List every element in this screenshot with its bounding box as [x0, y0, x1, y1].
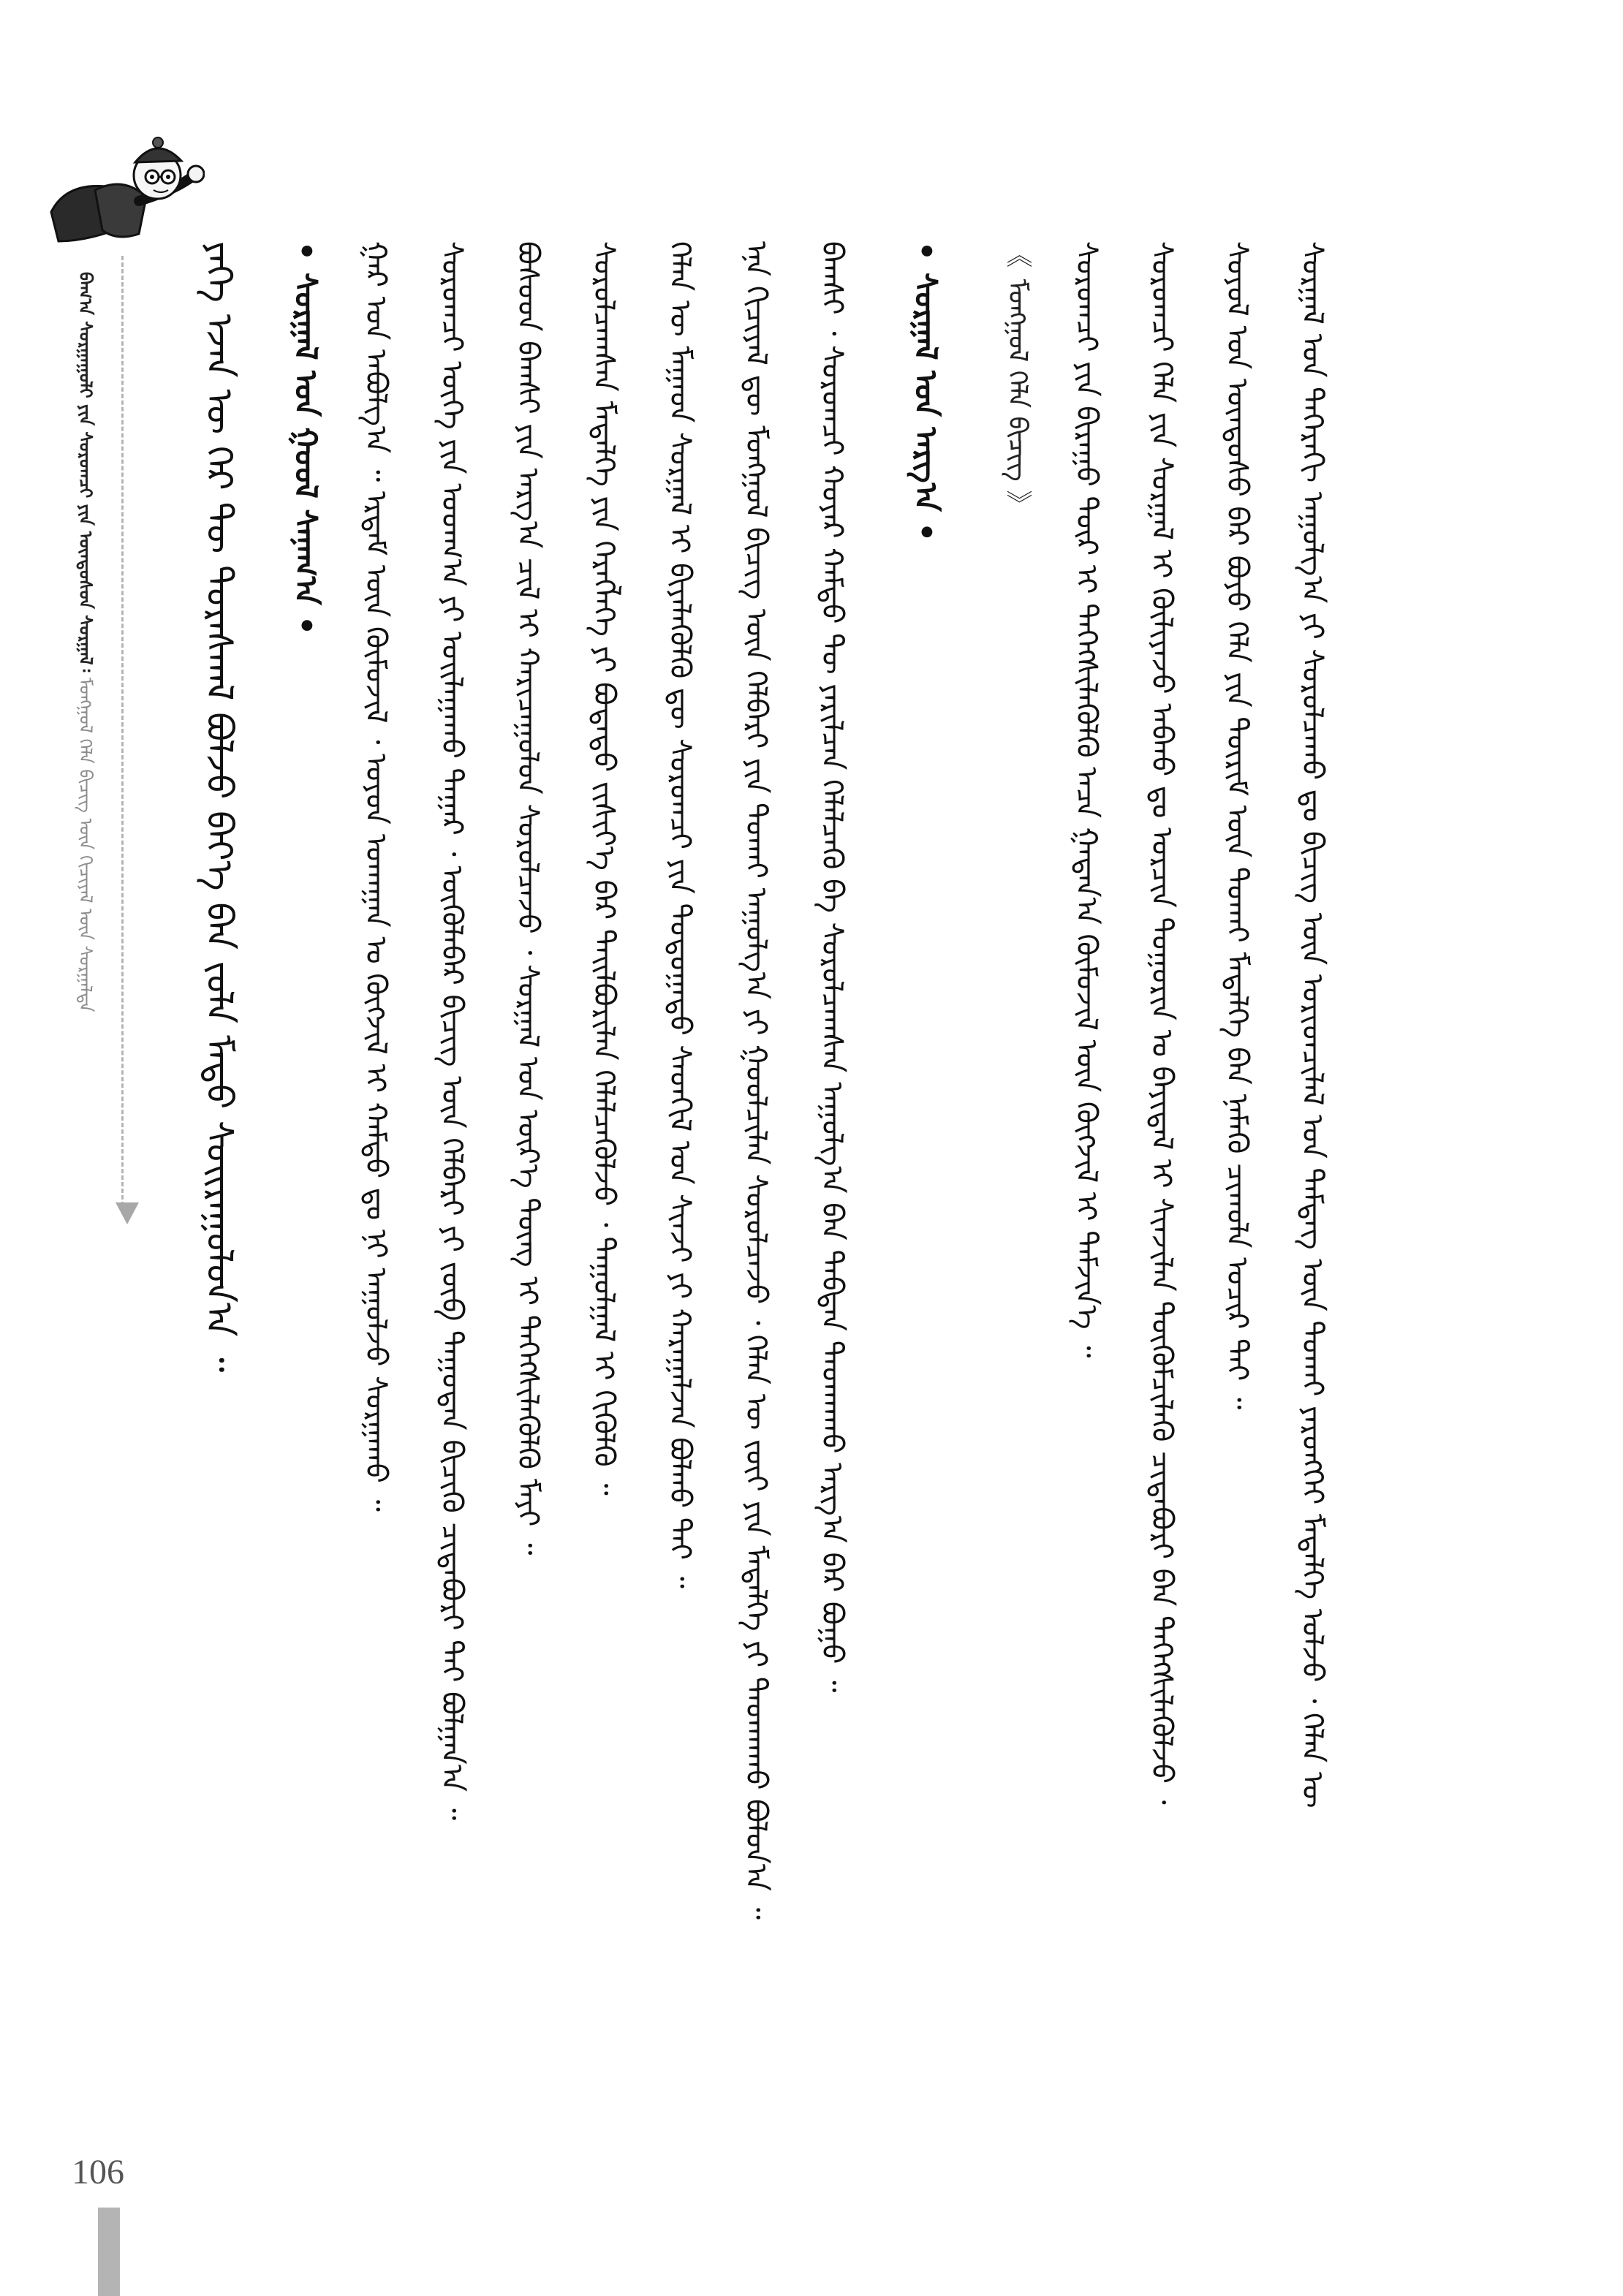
bullet-icon: • [908, 241, 944, 262]
body-line: ᠭᠠᠷ ᠤᠨ ᠠᠪᠤᠯᠭ᠎ᠠ ᠃ ᠡᠷᠳᠡᠮ ᠦᠨ ᠬᠦᠮᠦᠵᠢᠯ ᠂ ᠣᠶᠤᠨ ᠤᠬᠠᠭᠠᠨ ᠤ ᠬᠥᠭᠵᠢᠯ ᠢ ᠬᠠᠮᠲᠤ ᠳᠤ ᠨᠢ ᠠᠭᠤᠯᠵᠤ ᠰᠤᠷᠭᠠᠬᠤ ᠃ [359, 241, 393, 1512]
body-line: ᠰᠤᠷᠤᠭᠴᠢ ᠦᠭᠡ ᠶᠢᠨ ᠤᠳᠬ᠎ᠠ ᠶᠢ ᠣᠢᠯᠠᠭᠠᠬᠤ ᠳᠠᠭᠠᠷ ᠂ ᠥᠬᠦᠯᠡᠪᠡᠷ ᠪᠢᠴᠢᠭ ᠦᠨ ᠬᠡᠯᠪᠡᠷᠢ ᠶᠢ ᠵᠥᠪ ᠳᠠᠭᠤᠳᠠᠨ ᠪᠢᠴᠢᠬᠦ ᠴᠢᠳᠠᠪᠤᠷᠢ ᠲᠠᠢ ᠪᠣᠯᠭᠠᠨ᠎ᠠ ᠃ [435, 241, 469, 1821]
page-number: 106 [72, 2153, 124, 2191]
body-line: ᠰᠤᠷᠤᠭᠴᠢ ᠶᠢᠨ ᠪᠢᠷᠠᠭᠤ ᠳᠦᠷ ᠢ ᠳᠡᠭᠡᠭᠰᠢᠯᠡᠭᠦᠯᠬᠦ ᠠᠴᠠ ᠭᠠᠳᠠᠨ᠎ᠠ ᠬᠦᠮᠦᠵᠢᠯ ᠦᠨ ᠬᠥᠭᠵᠢᠯ ᠢ ᠳᠡᠮᠵᠢᠨ᠎ᠡ ᠃ [1070, 241, 1103, 1358]
running-head [73, 272, 98, 1012]
book-title-quote: 《 ᠮᠣᠩᠭᠣᠯ ᠬᠡᠯᠡ ᠪᠢᠴᠢᠭ 》 [1002, 241, 1032, 518]
body-line: ᠰᠤᠷᠤᠭᠴᠢ ᠬᠡᠯᠡ ᠶᠢᠨ ᠰᠤᠷᠭᠠᠯ ᠢ ᠬᠦᠯᠢᠶᠡᠵᠤ ᠠᠪᠬᠤ ᠳᠤ ᠣᠷᠴᠢᠨ ᠲᠣᠭᠣᠷᠢᠨ ᠤ ᠪᠠᠶᠢᠳᠠᠯ ᠢ ᠰᠢᠨᠵᠢᠯᠡᠨ ᠳᠦᠭᠦᠮᠴᠢᠯᠡᠬᠦ ᠴᠢᠳᠠᠪᠤᠷᠢ ᠪᠡᠨ ᠳᠡᠭᠡᠭᠰᠢᠯᠡᠭᠦᠯᠵᠦ ᠂ [1145, 241, 1179, 1805]
body-line: ᠪᠠᠭᠰᠢ ᠂ ᠰᠤᠷᠤᠭᠴᠢ ᠬᠣᠶᠠᠷ ᠬᠠᠮᠲᠤ ᠲᠦ ᠶᠠᠷᠢᠯᠴᠠᠨ ᠬᠡᠯᠡᠯᠴᠡᠬᠦ ᠪᠠ ᠰᠤᠷᠤᠯᠴᠠᠭᠰᠠᠨ ᠠᠭᠤᠯᠭ᠎ᠠ ᠪᠠᠨ ᠳᠠᠪᠲᠠᠨ ᠳᠠᠳᠬᠠᠬᠤ ᠠᠷᠭ᠎ᠠ ᠪᠠᠷ ᠪᠤᠭᠤ ᠃ [815, 241, 849, 1693]
body-line: ᠰᠤᠷᠤᠯᠴᠠᠭᠰᠠᠨ ᠮᠡᠳᠡᠯᠭᠡ ᠶᠢᠨ ᠬᠡᠷᠡᠭᠯᠡᠭᠡ ᠶᠢ ᠪᠣᠳᠠᠲᠤ ᠵᠢᠱᠢᠶ᠎ᠡ ᠪᠡᠷ ᠲᠠᠢᠯᠪᠤᠷᠢᠯᠠᠨ ᠬᠡᠯᠡᠯᠴᠡᠭᠦᠯᠵᠦ ᠂ ᠳᠠᠭᠤᠯᠭᠠᠯ ᠢ ᠬᠢᠭᠦᠯᠬᠦ ᠃ [587, 241, 621, 1496]
header-arrow-icon [116, 1202, 139, 1224]
intro-line: ᠶᠡᠬᠡ ᠡᠵᠡᠨ ᠦ ᠭᠡᠷ ᠲᠦ ᠳᠤᠷᠠᠰᠬᠠᠯ ᠪᠣᠯᠵᠤ ᠪᠡᠶ᠎ᠡ ᠪᠡᠨ ᠵᠤᠯᠠ ᠮᠡᠲᠦ ᠰᠤᠢᠷᠠᠭᠤᠯᠤᠨ᠎ᠠ ᠃ [198, 241, 241, 1373]
bullet-icon: • [288, 241, 324, 262]
body-line: ᠬᠡᠯᠡᠨ ᠦ ᠮᠠᠭᠠᠳ ᠰᠤᠷᠭᠠᠯ ᠢ ᠪᠢᠶᠡᠯᠡᠭᠦᠯᠬᠦ ᠳᠦ ᠰᠤᠷᠤᠭᠴᠢ ᠶᠢᠨ ᠳᠣᠲᠣᠭᠠᠳᠤ ᠰᠡᠳᠬᠢᠯ ᠤᠨ ᠰᠢᠨᠵᠢ ᠶᠢ ᠬᠠᠷᠠᠭᠠᠯᠵᠠᠨ ᠪᠤᠯᠬᠤ ᠲᠠᠢ ᠃ [663, 241, 697, 1589]
running-head-book: ᠮᠣᠩᠭᠣᠯ ᠬᠡᠯᠡ ᠪᠢᠴᠢᠭ ᠦᠨ ᠬᠢᠴᠢᠶᠡᠯ ᠦᠨ ᠰᠤᠷᠭᠠᠯᠲᠠ [75, 678, 96, 1012]
section-heading: •ᠰᠤᠷᠭᠠᠯ ᠤᠨ ᠭᠣᠣᠯ ᠰᠠᠨᠠᠭ᠎ᠠ • [288, 241, 324, 636]
page-edge-bar [98, 2208, 120, 2296]
body-line: ᠰᠤᠷᠭᠠᠯ ᠤᠨ ᠳᠡᠭᠡᠷᠡᠬᠢ ᠠᠭᠤᠯᠭ᠎ᠠ ᠶᠢ ᠰᠤᠷᠤᠯᠴᠠᠬᠤ ᠳᠤ ᠪᠢᠴᠢᠭ ᠦᠨ ᠤᠷᠢᠳᠴᠢᠯᠠᠯ ᠤᠨ ᠲᠡᠮᠳᠡᠭ ᠦᠨ ᠲᠤᠬᠠᠢ ᠶᠡᠷᠦᠩᠬᠡᠢ ᠮᠡᠳᠡᠯᠭᠡ ᠣᠯᠵᠤ ᠂ ᠬᠡᠯᠡᠨ ᠦ [1295, 241, 1329, 1808]
mascot-illustration [37, 132, 205, 256]
header-dashed-rule [121, 256, 124, 1206]
body-line: ᠰᠣᠶᠣᠯ ᠤᠨ ᠦᠨᠳᠦᠰᠦ ᠪᠠᠷ ᠪᠤᠶᠤ ᠬᠡᠯᠡ ᠶᠢᠨ ᠳᠦᠷᠢᠮ ᠦᠨ ᠲᠤᠬᠠᠢ ᠮᠡᠳᠡᠯᠭᠡ ᠪᠡᠨ ᠨᠡᠮᠡᠬᠦ ᠴᠢᠬᠤᠯᠠ ᠤᠴᠢᠷ ᠲᠠᠢ ᠃ [1220, 241, 1254, 1410]
section-heading: •ᠰᠤᠷᠭᠠᠯ ᠤᠨ ᠠᠷᠭ᠎ᠠ • [908, 241, 944, 542]
section-heading-text: ᠰᠤᠷᠭᠠᠯ ᠤᠨ ᠭᠣᠣᠯ ᠰᠠᠨᠠᠭ᠎ᠠ [288, 272, 324, 605]
body-line: ᠪᠤᠰᠤᠳ ᠪᠠᠭᠰᠢ ᠶᠢᠨ ᠠᠷᠭ᠎ᠠ ᠴᠢᠯ ᠢ ᠬᠠᠷᠢᠴᠠᠭᠤᠯᠤᠨ ᠰᠤᠷᠤᠯᠴᠠᠵᠤ ᠂ ᠰᠤᠷᠭᠠᠯ ᠤᠨ ᠦᠷ᠎ᠡ ᠳᠦᠩ ᠢ ᠳᠡᠭᠡᠭᠰᠢᠯᠡᠭᠦᠯᠬᠦ ᠮᠠᠶᠢ ᠃ [511, 241, 545, 1556]
running-head-series: ᠪᠠᠭ᠎ᠠ ᠰᠤᠷᠭᠠᠭᠤᠯᠢ ᠶᠢᠨ ᠰᠤᠷᠤᠭᠴᠢ ᠶᠢᠨ ᠦᠨᠳᠦᠰᠦᠨ ᠰᠤᠷᠭᠠᠯ᠄ [75, 272, 97, 672]
body-line: ᠡᠨᠡ ᠬᠢᠴᠢᠶᠡᠯ ᠳᠦ ᠮᠣᠩᠭᠣᠯ ᠪᠢᠴᠢᠭ ᠦᠨ ᠬᠡᠯᠪᠡᠷᠢ ᠶᠢᠨ ᠲᠤᠬᠠᠢ ᠠᠭᠤᠯᠭ᠎ᠠ ᠶᠢ ᠭᠣᠣᠯᠴᠢᠯᠠᠨ ᠰᠤᠷᠤᠯᠴᠠᠵᠤ ᠂ ᠬᠡᠯᠡᠨ ᠦ ᠵᠦᠢ ᠶᠢᠨ ᠮᠡᠳᠡᠯᠭᠡ ᠶᠢ ᠳᠠᠳᠬᠠᠬᠤ ᠪᠤᠯᠤᠨ᠎ᠠ ᠃ [739, 241, 773, 1920]
section-heading-text: ᠰᠤᠷᠭᠠᠯ ᠤᠨ ᠠᠷᠭ᠎ᠠ [908, 272, 944, 512]
flying-scholar-icon [37, 132, 205, 256]
